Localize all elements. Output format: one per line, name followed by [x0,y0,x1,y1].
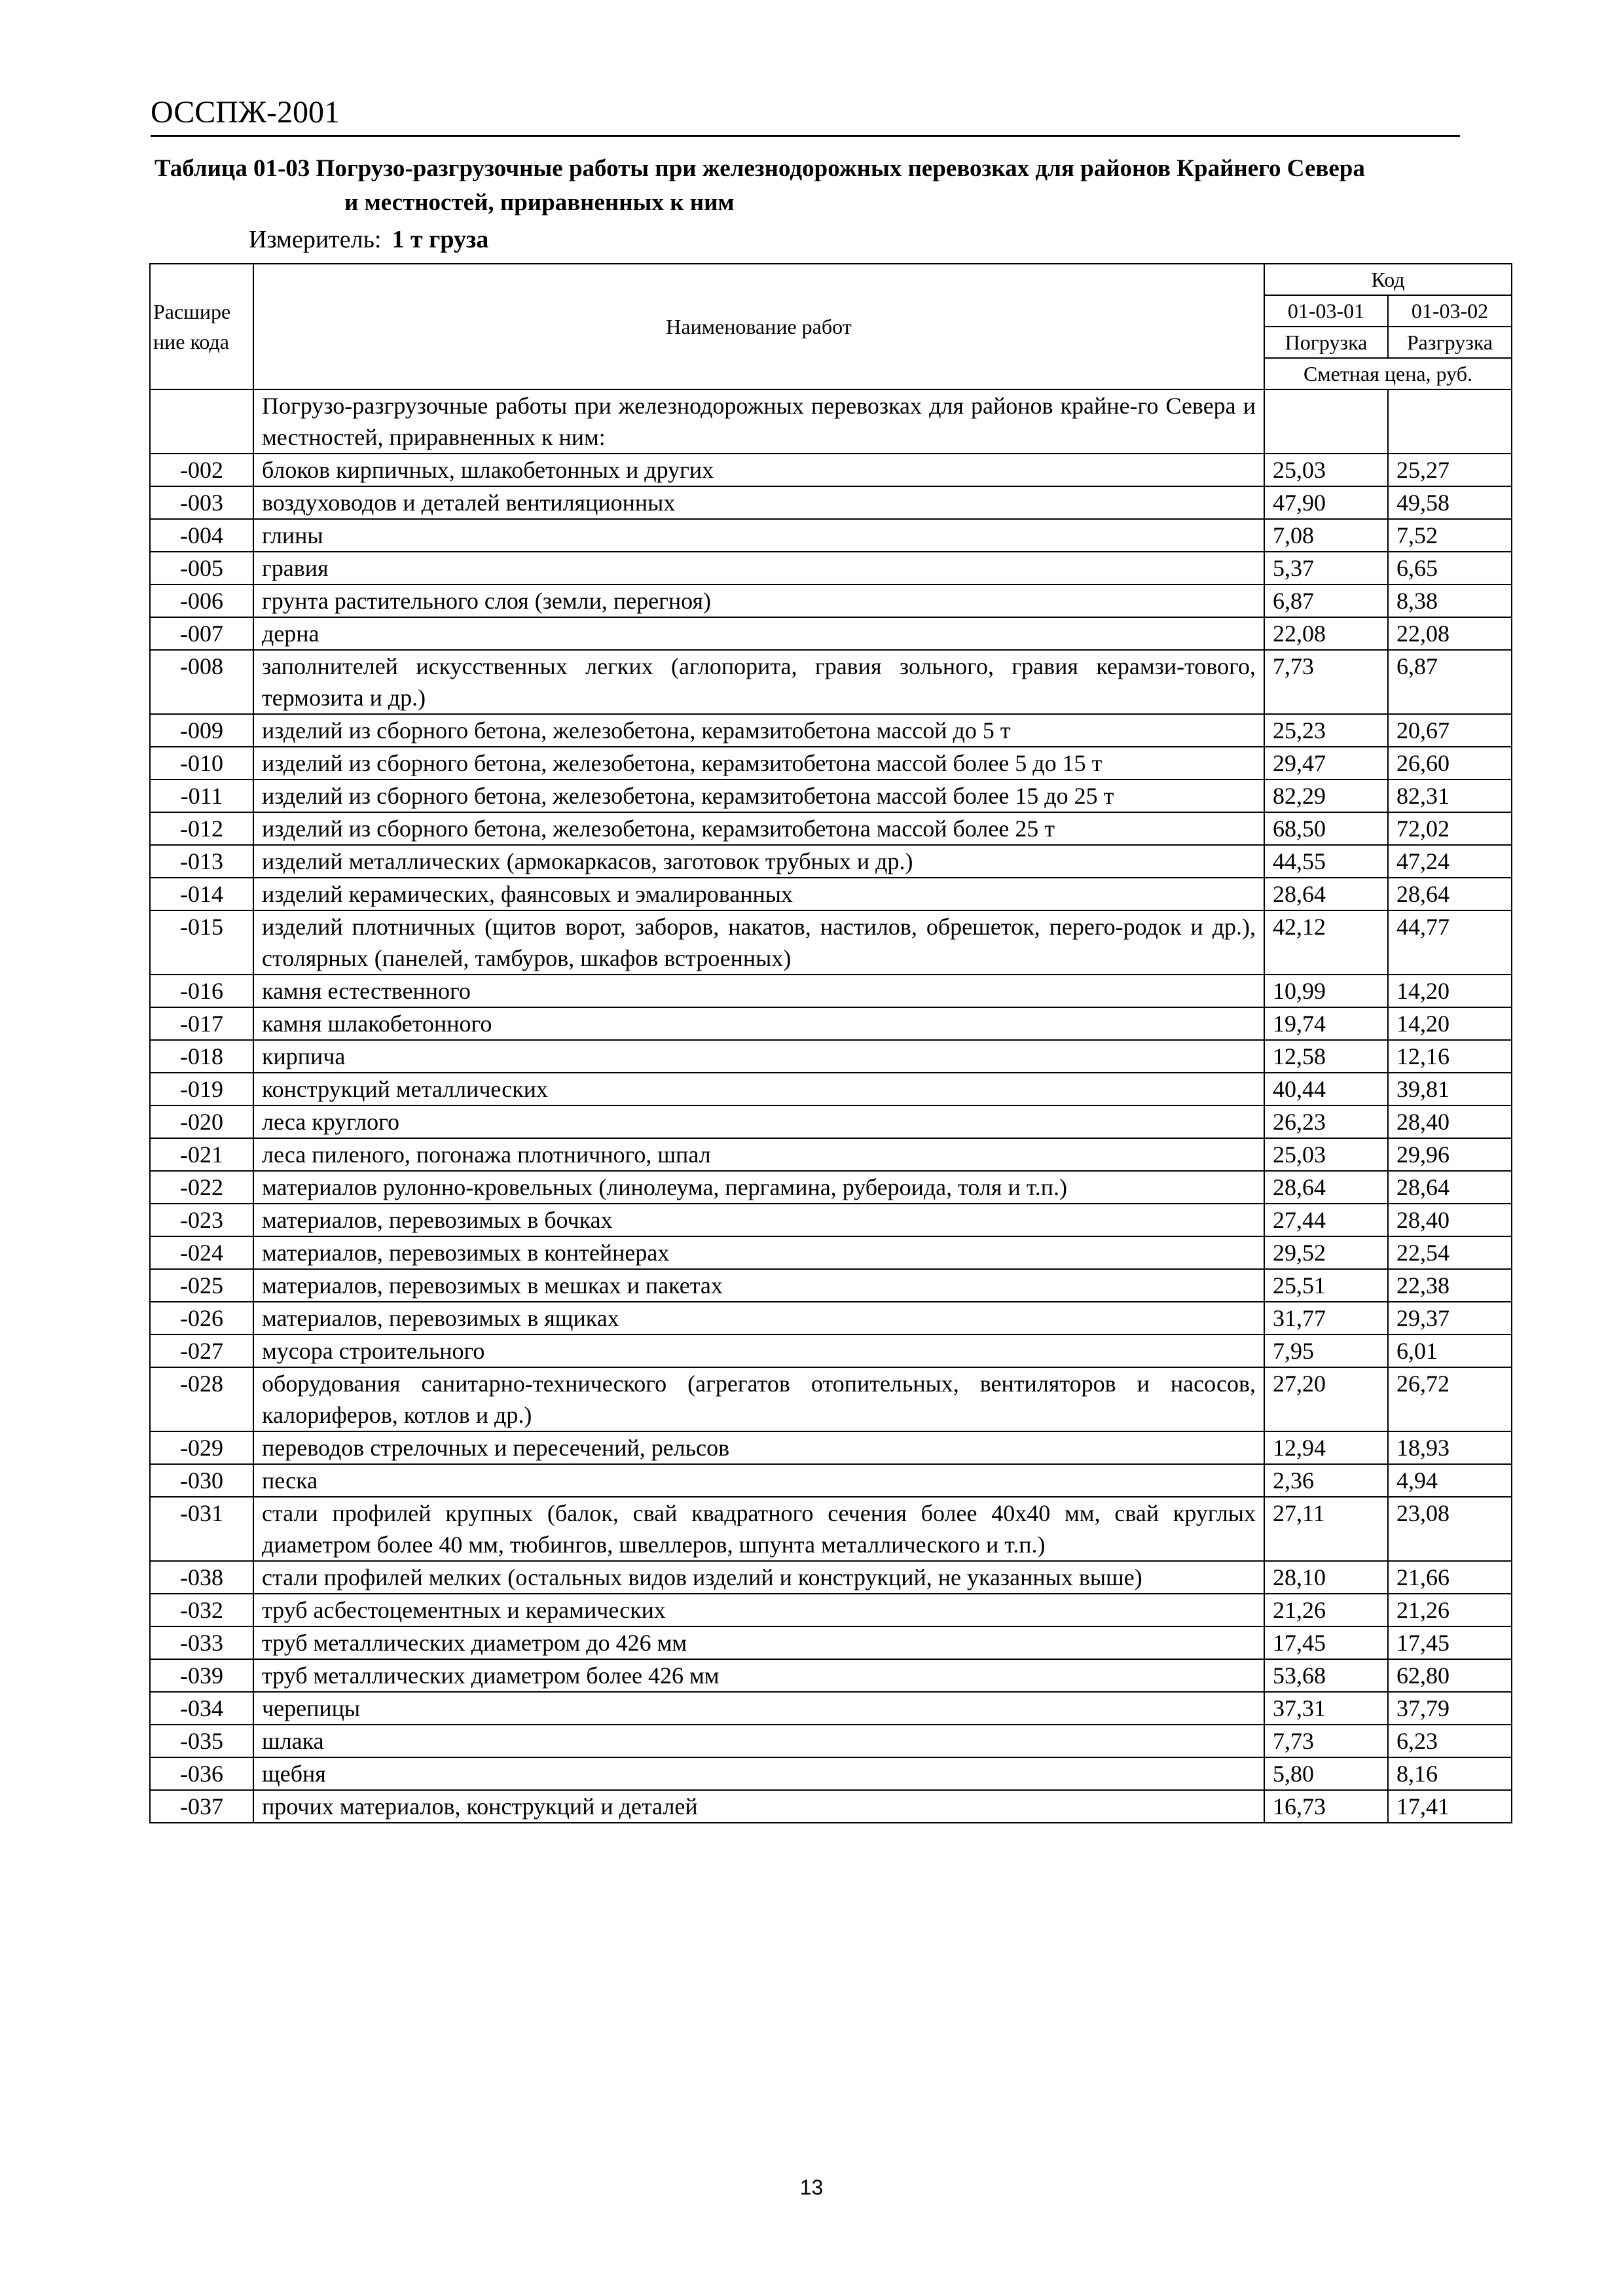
row-loading-price: 17,45 [1264,1626,1388,1659]
row-unloading-price: 4,94 [1388,1464,1512,1497]
intro-row [150,389,1512,454]
row-work-name: изделий плотничных (щитов ворот, заборов, накатов, настилов, обрешеток, перего-родок и др.), столярных (панелей, тамбуров, шкафов встроенных) [253,910,1264,975]
row-code: -021 [150,1138,253,1171]
measure-unit: 1 т груза [392,226,489,253]
row-work-name: шлака [253,1725,1264,1757]
row-loading-price: 12,94 [1264,1431,1388,1464]
table-body [150,389,1512,1823]
table-row [150,1626,1512,1659]
row-loading-price: 7,73 [1264,650,1388,714]
table-title [155,152,1523,220]
table-row [150,845,1512,878]
table-row [150,1594,1512,1626]
row-code: -002 [150,454,253,486]
row-loading-price: 29,47 [1264,747,1388,780]
row-code: -038 [150,1561,253,1594]
row-unloading-price: 6,65 [1388,552,1512,584]
row-work-name: дерна [253,617,1264,650]
row-code: -039 [150,1659,253,1692]
page-number: 13 [799,2176,824,2199]
row-code: -025 [150,1269,253,1302]
row-work-name: переводов стрелочных и пересечений, рельсов [253,1431,1264,1464]
row-unloading-price: 37,79 [1388,1692,1512,1725]
row-work-name: леса круглого [253,1105,1264,1138]
row-unloading-price: 17,41 [1388,1790,1512,1823]
row-work-name: изделий металлических (армокаркасов, заготовок трубных и др.) [253,845,1264,878]
table-row [150,1367,1512,1431]
header-code: Код [1264,264,1512,295]
row-work-name: материалов, перевозимых в ящиках [253,1302,1264,1335]
row-loading-price: 26,23 [1264,1105,1388,1138]
header-price: Сметная цена, руб. [1264,358,1512,389]
row-loading-price: 42,12 [1264,910,1388,975]
row-code: -017 [150,1007,253,1040]
row-unloading-price: 14,20 [1388,975,1512,1007]
row-code: -013 [150,845,253,878]
row-work-name: камня шлакобетонного [253,1007,1264,1040]
table-row [150,1269,1512,1302]
table-row [150,1497,1512,1561]
header-col2-code: 01-03-02 [1388,295,1512,327]
row-unloading-price: 20,67 [1388,714,1512,747]
row-unloading-price: 23,08 [1388,1497,1512,1561]
row-work-name: изделий керамических, фаянсовых и эмалированных [253,878,1264,910]
table-row [150,1561,1512,1594]
row-work-name: оборудования санитарно-технического (агрегатов отопительных, вентиляторов и насосов, калориферов, котлов и др.) [253,1367,1264,1431]
header-col2-op: Разгрузка [1388,327,1512,358]
row-unloading-price: 8,38 [1388,584,1512,617]
row-loading-price: 6,87 [1264,584,1388,617]
price-table [149,263,1512,1823]
table-row [150,1335,1512,1367]
row-unloading-price: 82,31 [1388,780,1512,812]
row-unloading-price: 21,26 [1388,1594,1512,1626]
header-col1-code: 01-03-01 [1264,295,1388,327]
table-row [150,812,1512,845]
row-unloading-price: 25,27 [1388,454,1512,486]
row-work-name: кирпича [253,1040,1264,1073]
table-row [150,552,1512,584]
row-code: -007 [150,617,253,650]
row-code: -022 [150,1171,253,1204]
row-work-name: камня естественного [253,975,1264,1007]
row-loading-price: 53,68 [1264,1659,1388,1692]
table-row [150,714,1512,747]
row-unloading-price: 6,87 [1388,650,1512,714]
document-header: ОССПЖ-2001 [151,93,1460,137]
row-code: -023 [150,1204,253,1236]
row-loading-price: 27,11 [1264,1497,1388,1561]
row-work-name: материалов рулонно-кровельных (линолеума, пергамина, рубероида, толя и т.п.) [253,1171,1264,1204]
row-unloading-price: 72,02 [1388,812,1512,845]
table-row [150,1171,1512,1204]
table-row [150,1007,1512,1040]
row-work-name: изделий из сборного бетона, железобетона, керамзитобетона массой более 25 т [253,812,1264,845]
header-ext-code: Расшире ние кода [150,264,253,389]
row-loading-price: 82,29 [1264,780,1388,812]
row-unloading-price: 62,80 [1388,1659,1512,1692]
table-row [150,1659,1512,1692]
row-work-name: щебня [253,1757,1264,1790]
row-code: -034 [150,1692,253,1725]
row-work-name: стали профилей мелких (остальных видов изделий и конструкций, не указанных выше) [253,1561,1264,1594]
table-row [150,584,1512,617]
row-unloading-price: 29,96 [1388,1138,1512,1171]
header-col1-op: Погрузка [1264,327,1388,358]
table-row [150,747,1512,780]
row-work-name: глины [253,519,1264,552]
row-unloading-price: 6,23 [1388,1725,1512,1757]
header-work-name: Наименование работ [253,264,1264,389]
row-work-name: труб металлических диаметром более 426 мм [253,1659,1264,1692]
row-code: -033 [150,1626,253,1659]
table-row [150,650,1512,714]
row-code: -019 [150,1073,253,1105]
row-loading-price: 44,55 [1264,845,1388,878]
row-loading-price: 68,50 [1264,812,1388,845]
row-work-name: материалов, перевозимых в контейнерах [253,1236,1264,1269]
row-code: -009 [150,714,253,747]
table-row [150,1105,1512,1138]
row-unloading-price: 18,93 [1388,1431,1512,1464]
row-loading-price: 19,74 [1264,1007,1388,1040]
row-work-name: мусора строительного [253,1335,1264,1367]
row-loading-price: 28,64 [1264,878,1388,910]
table-row [150,1725,1512,1757]
row-unloading-price: 26,72 [1388,1367,1512,1431]
row-unloading-price: 28,64 [1388,1171,1512,1204]
row-unloading-price: 28,40 [1388,1105,1512,1138]
row-unloading-price: 14,20 [1388,1007,1512,1040]
table-row [150,1790,1512,1823]
row-code: -026 [150,1302,253,1335]
row-code: -027 [150,1335,253,1367]
table-row [150,1464,1512,1497]
row-code: -030 [150,1464,253,1497]
row-loading-price: 25,23 [1264,714,1388,747]
row-code: -008 [150,650,253,714]
row-code: -015 [150,910,253,975]
row-code: -020 [150,1105,253,1138]
row-loading-price: 7,95 [1264,1335,1388,1367]
row-code: -018 [150,1040,253,1073]
row-unloading-price: 8,16 [1388,1757,1512,1790]
row-loading-price: 7,73 [1264,1725,1388,1757]
row-code: -010 [150,747,253,780]
row-code: -036 [150,1757,253,1790]
row-unloading-price: 39,81 [1388,1073,1512,1105]
table-row [150,780,1512,812]
intro-v1-cell [1264,389,1388,454]
measure-line [249,223,488,257]
row-loading-price: 25,03 [1264,1138,1388,1171]
table-row [150,1302,1512,1335]
row-unloading-price: 28,40 [1388,1204,1512,1236]
table-title-line1: Таблица 01-03 Погрузо-разгрузочные работы при железнодорожных перевозках для районов Крайнего Севера [155,155,1365,182]
row-loading-price: 25,03 [1264,454,1388,486]
intro-v2-cell [1388,389,1512,454]
table-row [150,1692,1512,1725]
row-unloading-price: 17,45 [1388,1626,1512,1659]
table-row [150,486,1512,519]
table-row [150,1073,1512,1105]
row-loading-price: 27,20 [1264,1367,1388,1431]
row-code: -004 [150,519,253,552]
row-code: -014 [150,878,253,910]
row-unloading-price: 26,60 [1388,747,1512,780]
row-code: -029 [150,1431,253,1464]
row-unloading-price: 44,77 [1388,910,1512,975]
row-code: -035 [150,1725,253,1757]
row-work-name: изделий из сборного бетона, железобетона, керамзитобетона массой более 15 до 25 т [253,780,1264,812]
row-code: -005 [150,552,253,584]
intro-text: Погрузо-разгрузочные работы при железнодорожных перевозках для районов крайне-го Севера и местностей, приравненных к ним: [253,389,1264,454]
row-loading-price: 25,51 [1264,1269,1388,1302]
row-loading-price: 2,36 [1264,1464,1388,1497]
row-work-name: материалов, перевозимых в мешках и пакетах [253,1269,1264,1302]
row-work-name: леса пиленого, погонажа плотничного, шпал [253,1138,1264,1171]
table-row [150,1236,1512,1269]
row-unloading-price: 22,54 [1388,1236,1512,1269]
row-loading-price: 7,08 [1264,519,1388,552]
row-work-name: конструкций металлических [253,1073,1264,1105]
row-unloading-price: 22,38 [1388,1269,1512,1302]
row-loading-price: 21,26 [1264,1594,1388,1626]
row-loading-price: 28,10 [1264,1561,1388,1594]
row-work-name: труб асбестоцементных и керамических [253,1594,1264,1626]
table-header [150,264,1512,389]
table-row [150,1040,1512,1073]
row-code: -031 [150,1497,253,1561]
row-work-name: стали профилей крупных (балок, свай квадратного сечения более 40х40 мм, свай круглых диаметром более 40 мм, тюбингов, швеллеров, шпунта металлического и т.п.) [253,1497,1264,1561]
row-loading-price: 5,80 [1264,1757,1388,1790]
row-unloading-price: 12,16 [1388,1040,1512,1073]
row-work-name: заполнителей искусственных легких (аглопорита, гравия зольного, гравия керамзи-тового, термозита и др.) [253,650,1264,714]
table-row [150,910,1512,975]
row-work-name: песка [253,1464,1264,1497]
row-loading-price: 40,44 [1264,1073,1388,1105]
row-work-name: изделий из сборного бетона, железобетона, керамзитобетона массой более 5 до 15 т [253,747,1264,780]
row-unloading-price: 29,37 [1388,1302,1512,1335]
row-loading-price: 12,58 [1264,1040,1388,1073]
row-unloading-price: 22,08 [1388,617,1512,650]
row-work-name: грунта растительного слоя (земли, перегноя) [253,584,1264,617]
row-code: -037 [150,1790,253,1823]
row-loading-price: 10,99 [1264,975,1388,1007]
table-row [150,975,1512,1007]
row-loading-price: 27,44 [1264,1204,1388,1236]
row-code: -028 [150,1367,253,1431]
row-unloading-price: 6,01 [1388,1335,1512,1367]
row-code: -006 [150,584,253,617]
row-work-name: материалов, перевозимых в бочках [253,1204,1264,1236]
table-row [150,1204,1512,1236]
table-row [150,1431,1512,1464]
row-loading-price: 16,73 [1264,1790,1388,1823]
intro-code-cell [150,389,253,454]
table-row [150,454,1512,486]
table-row [150,519,1512,552]
row-code: -016 [150,975,253,1007]
row-loading-price: 28,64 [1264,1171,1388,1204]
measure-label: Измеритель: [249,226,382,253]
row-loading-price: 5,37 [1264,552,1388,584]
table-row [150,617,1512,650]
table-row [150,1757,1512,1790]
table-row [150,878,1512,910]
row-unloading-price: 28,64 [1388,878,1512,910]
row-unloading-price: 49,58 [1388,486,1512,519]
table-title-line2: и местностей, приравненных к ним [344,189,735,216]
row-loading-price: 29,52 [1264,1236,1388,1269]
row-loading-price: 47,90 [1264,486,1388,519]
row-code: -024 [150,1236,253,1269]
row-work-name: блоков кирпичных, шлакобетонных и других [253,454,1264,486]
row-loading-price: 31,77 [1264,1302,1388,1335]
row-unloading-price: 21,66 [1388,1561,1512,1594]
row-loading-price: 22,08 [1264,617,1388,650]
row-code: -012 [150,812,253,845]
row-work-name: гравия [253,552,1264,584]
row-code: -032 [150,1594,253,1626]
row-work-name: воздуховодов и деталей вентиляционных [253,486,1264,519]
row-unloading-price: 7,52 [1388,519,1512,552]
row-work-name: прочих материалов, конструкций и деталей [253,1790,1264,1823]
row-unloading-price: 47,24 [1388,845,1512,878]
row-code: -011 [150,780,253,812]
row-work-name: изделий из сборного бетона, железобетона, керамзитобетона массой до 5 т [253,714,1264,747]
row-work-name: черепицы [253,1692,1264,1725]
row-loading-price: 37,31 [1264,1692,1388,1725]
row-code: -003 [150,486,253,519]
table-row [150,1138,1512,1171]
row-work-name: труб металлических диаметром до 426 мм [253,1626,1264,1659]
